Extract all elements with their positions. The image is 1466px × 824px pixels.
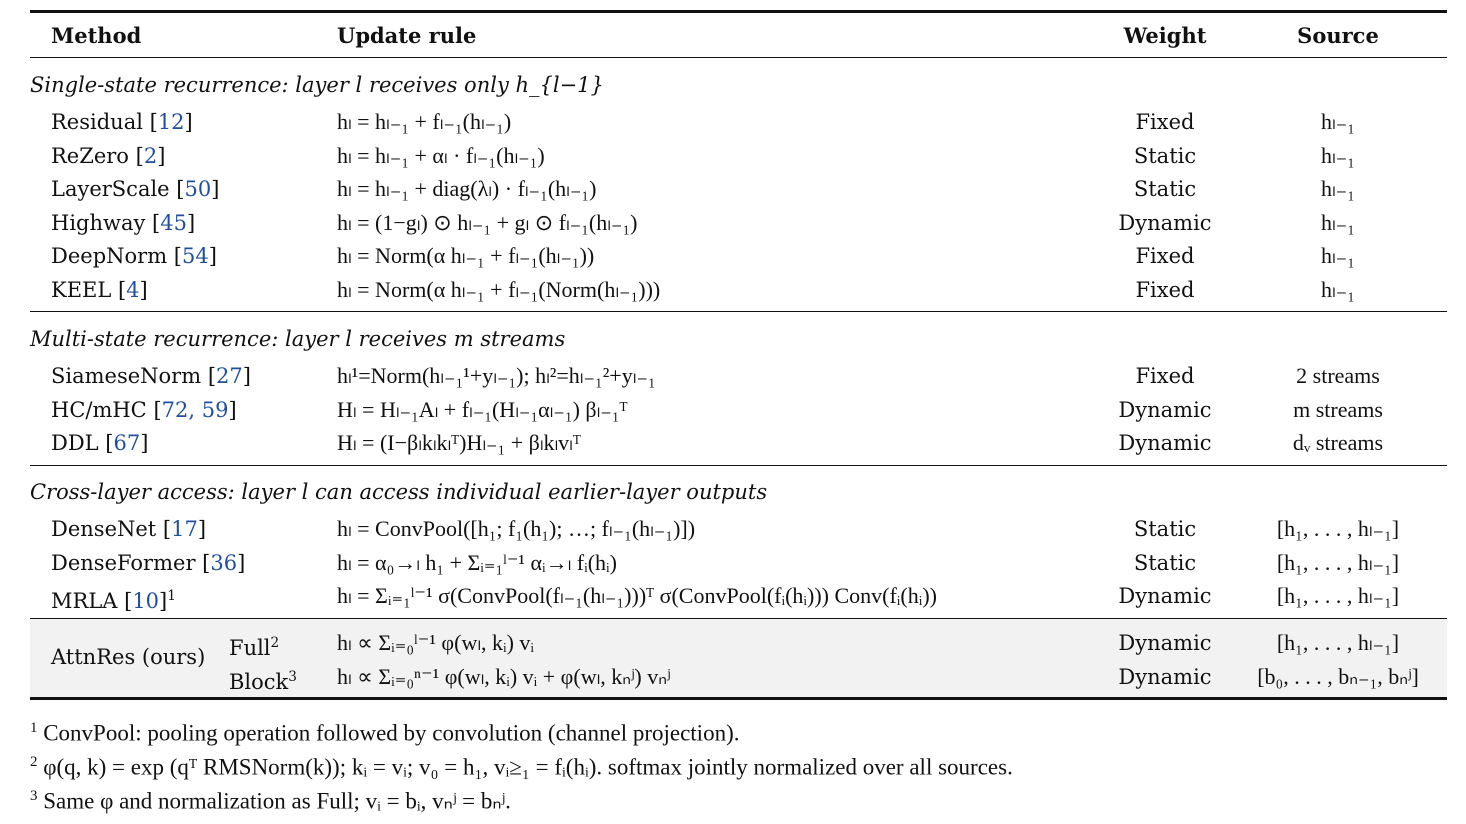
method-name: DenseNet [17] <box>51 517 207 541</box>
top-rule <box>30 10 1447 13</box>
method-label: HC/mHC <box>51 397 147 422</box>
update-rule: hₗ = Σᵢ₌₁ˡ⁻¹ σ(ConvPool(fₗ₋₁(hₗ₋₁)))ᵀ σ(ConvPool(fᵢ(hᵢ))) Conv(fᵢ(hᵢ)) <box>337 583 937 609</box>
citation-link[interactable]: 36 <box>210 550 238 575</box>
method-name: MRLA $[10]^1$ <box>51 588 176 614</box>
method-name: SiameseNorm [27] <box>51 364 251 388</box>
method-label: DenseNet <box>51 517 157 541</box>
method-name: DeepNorm [54] <box>51 244 217 269</box>
source-cell: [b₀, . . . , bₙ₋₁, bₙʲ] <box>1257 664 1419 689</box>
method-label: KEEL <box>51 278 112 302</box>
footnote-number: 1 <box>30 720 38 736</box>
method-label: LayerScale <box>51 177 170 202</box>
update-rule: hₗ ∝ Σᵢ₌₀ˡ⁻¹ φ(wₗ, kᵢ) vᵢ <box>337 630 535 655</box>
weight-cell: Fixed <box>1135 364 1195 388</box>
citation-link[interactable]: 27 <box>216 364 243 388</box>
citation-link[interactable]: 45 <box>160 210 187 235</box>
citation-link[interactable]: 2 <box>143 143 158 168</box>
citation-link[interactable]: 12 <box>157 110 185 134</box>
footnote-mark[interactable]: 1 <box>167 588 176 605</box>
source-cell: [h₁, . . . , hₗ₋₁] <box>1276 583 1400 609</box>
update-rule: hₗ¹=Norm(hₗ₋₁¹+yₗ₋₁); hₗ²=hₗ₋₁²+yₗ₋₁ <box>337 363 656 388</box>
source-cell: hₗ₋₁ <box>1321 277 1355 302</box>
source-cell: [h₁, . . . , hₗ₋₁] <box>1276 549 1400 575</box>
update-rule: Hₗ = (I−βₗkₗkₗᵀ)Hₗ₋₁ + βₗkₗvₗᵀ <box>337 430 581 456</box>
source-cell: [h₁, . . . , hₗ₋₁] <box>1276 630 1400 655</box>
section-rule <box>30 618 1447 619</box>
source-cell: hₗ₋₁ <box>1321 176 1355 202</box>
method-name: LayerScale [50] <box>51 177 220 202</box>
section-rule <box>30 465 1447 466</box>
method-label: DDL <box>51 431 99 456</box>
variant-label <box>229 630 279 661</box>
source-cell: m streams <box>1293 396 1383 422</box>
weight-cell: Dynamic <box>1118 397 1212 422</box>
footnote-mark[interactable]: 3 <box>288 669 297 685</box>
source-cell: dᵥ streams <box>1292 430 1384 456</box>
source-cell: hₗ₋₁ <box>1321 209 1355 235</box>
weight-cell: Static <box>1133 177 1197 202</box>
section-title: Single-state recurrence: layer l receives only h_{l−1} <box>30 73 604 97</box>
weight-cell: Dynamic <box>1118 631 1212 655</box>
update-rule: hₗ = hₗ₋₁ + diag(λₗ) · fₗ₋₁(hₗ₋₁) <box>337 176 597 202</box>
method-name: Highway [45] <box>51 210 196 235</box>
update-rule: hₗ = Norm(α hₗ₋₁ + fₗ₋₁(hₗ₋₁)) <box>337 243 595 269</box>
weight-cell: Dynamic <box>1118 584 1212 609</box>
weight-cell: Fixed <box>1135 278 1195 302</box>
source-cell: 2 streams <box>1296 363 1380 388</box>
method-label: Residual <box>51 110 143 134</box>
weight-cell: Fixed <box>1135 110 1195 134</box>
method-name: KEEL [4] <box>51 278 148 302</box>
footnote <box>30 748 1013 782</box>
ours-method: AttnRes (ours) <box>51 645 206 669</box>
weight-cell: Static <box>1133 517 1197 541</box>
weight-cell: Dynamic <box>1118 665 1212 689</box>
method-label: ReZero <box>51 143 129 168</box>
source-cell: hₗ₋₁ <box>1321 142 1355 168</box>
update-rule: hₗ = hₗ₋₁ + fₗ₋₁(hₗ₋₁) <box>337 109 512 134</box>
weight-cell: Static <box>1133 550 1197 575</box>
section-title: Cross-layer access: layer l can access individual earlier-layer outputs <box>30 480 768 504</box>
method-label: DeepNorm <box>51 244 168 269</box>
variant-name: Full <box>229 636 271 660</box>
update-rule: Hₗ = Hₗ₋₁Aₗ + fₗ₋₁(Hₗ₋₁αₗ₋₁) βₗ₋₁ᵀ <box>337 396 628 422</box>
citation-link[interactable]: 50 <box>184 177 212 202</box>
method-name: ReZero [2] <box>51 143 166 168</box>
method-name: HC/mHC [72, 59] <box>51 397 237 422</box>
citation-link[interactable]: 4 <box>126 278 140 302</box>
update-rule: hₗ = (1−gₗ) ⊙ hₗ₋₁ + gₗ ⊙ fₗ₋₁(hₗ₋₁) <box>337 209 638 235</box>
footnote-text: Same φ and normalization as Full; vᵢ = bᵢ, vₙʲ = bₙʲ. <box>37 788 511 814</box>
citation-link[interactable]: 17 <box>171 517 198 541</box>
header-source: Source <box>1297 23 1379 48</box>
header-update-rule: Update rule <box>337 23 477 48</box>
footnote <box>30 782 511 816</box>
method-name: Residual [12] <box>51 110 193 134</box>
source-cell: hₗ₋₁ <box>1321 109 1355 134</box>
footnote-number: 2 <box>30 754 38 770</box>
citation-link[interactable]: 67 <box>113 431 141 456</box>
weight-cell: Static <box>1133 143 1197 168</box>
footnote-number: 3 <box>30 788 38 804</box>
method-label: MRLA <box>51 589 118 614</box>
source-cell: [h₁, . . . , hₗ₋₁] <box>1276 516 1400 541</box>
update-rule: hₗ = ConvPool([h₁; f₁(h₁); …; fₗ₋₁(hₗ₋₁)]) <box>337 516 696 541</box>
header-rule <box>30 57 1447 58</box>
variant-label <box>229 664 297 695</box>
weight-cell: Dynamic <box>1118 210 1212 235</box>
method-name: DenseFormer [36] <box>51 550 246 575</box>
method-label: Highway <box>51 210 146 235</box>
update-rule: hₗ = Norm(α hₗ₋₁ + fₗ₋₁(Norm(hₗ₋₁))) <box>337 277 661 302</box>
weight-cell: Dynamic <box>1118 431 1212 456</box>
section-rule <box>30 311 1447 312</box>
update-rule: hₗ ∝ Σᵢ₌₀ⁿ⁻¹ φ(wₗ, kᵢ) vᵢ + φ(wₗ, kₙʲ) vₙʲ <box>337 664 671 689</box>
update-rule: hₗ = α₀→ₗ h₁ + Σᵢ₌₁ˡ⁻¹ αᵢ→ₗ fᵢ(hᵢ) <box>337 549 617 575</box>
variant-name: Block <box>229 670 289 694</box>
citation-link[interactable]: 72, 59 <box>161 397 229 422</box>
weight-cell: Fixed <box>1135 244 1195 269</box>
footnote-text: ConvPool: pooling operation followed by convolution (channel projection). <box>37 720 740 746</box>
method-label: SiameseNorm <box>51 364 202 388</box>
section-title: Multi-state recurrence: layer l receives m streams <box>30 327 566 351</box>
header-weight: Weight <box>1123 23 1207 48</box>
header-method: Method <box>51 23 142 48</box>
footnote <box>30 714 740 748</box>
method-label: DenseFormer <box>51 550 196 575</box>
update-rule: hₗ = hₗ₋₁ + αₗ · fₗ₋₁(hₗ₋₁) <box>337 142 545 168</box>
citation-link[interactable]: 10 <box>132 589 160 614</box>
bottom-rule <box>30 697 1447 700</box>
footnote-mark[interactable]: 2 <box>270 635 280 651</box>
footnote-text: φ(q, k) = exp (qᵀ RMSNorm(k)); kᵢ = vᵢ; v₀ = h₁, vᵢ≥₁ = fᵢ(hᵢ). softmax jointly normalized over all sources. <box>37 754 1013 780</box>
method-name: DDL [67] <box>51 431 149 456</box>
source-cell: hₗ₋₁ <box>1321 243 1355 269</box>
citation-link[interactable]: 54 <box>181 244 209 269</box>
